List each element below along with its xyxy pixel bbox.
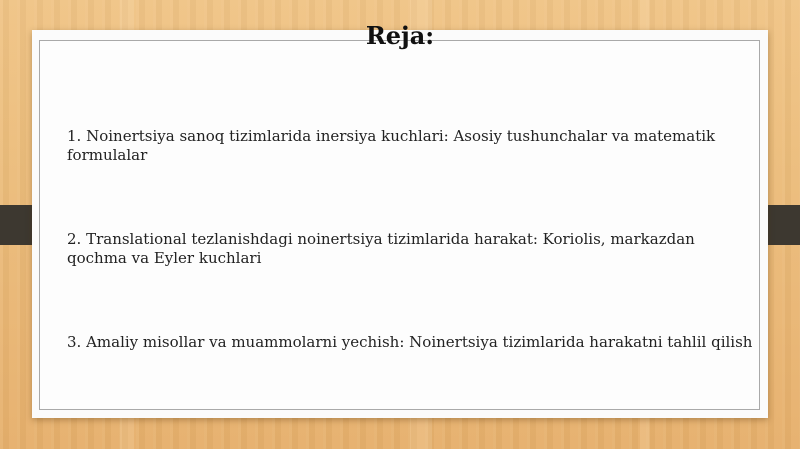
slide-title: Reja: (365, 21, 435, 50)
agenda-item-3: 3. Amaliy misollar va muammolarni yechish: Noinertsiya tizimlarida harakatni tahlil qilish (67, 333, 753, 351)
agenda-item-1: 1. Noinertsiya sanoq tizimlarida inersiya kuchlari: Asosiy tushunchalar va matematik formulalar (67, 127, 716, 164)
slide-content-frame (39, 40, 760, 410)
agenda-item-2: 2. Translational tezlanishdagi noinertsiya tizimlarida harakat: Koriolis, markazdan qochma va Eyler kuchlari (67, 230, 695, 267)
